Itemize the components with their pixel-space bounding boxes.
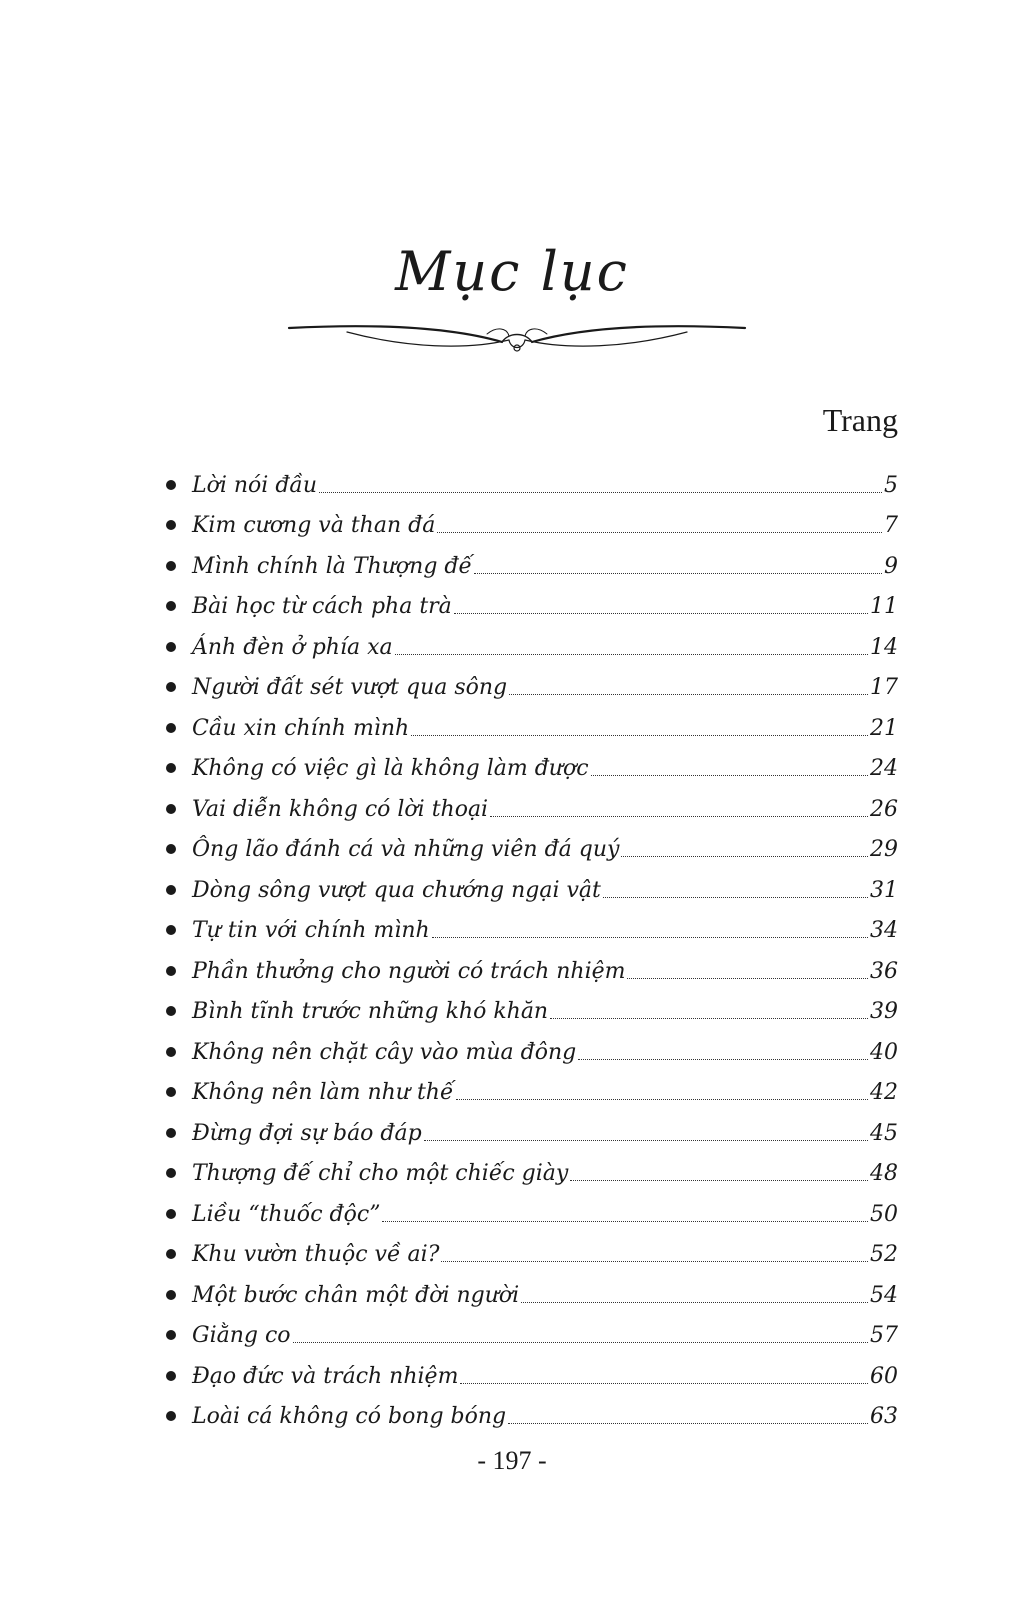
toc-entry-page: 40	[870, 1039, 898, 1065]
toc-entry[interactable]	[166, 460, 898, 501]
toc-entry[interactable]	[166, 501, 898, 542]
toc-entry-title: Lời nói đầu	[192, 472, 318, 498]
toc-entry[interactable]	[166, 663, 898, 704]
dot-leader	[441, 1261, 868, 1262]
toc-entry[interactable]	[166, 784, 898, 825]
toc-entry-title: Thượng đế chỉ cho một chiếc giày	[192, 1161, 569, 1186]
toc-entry-page: 52	[870, 1242, 898, 1267]
bullet-icon	[166, 925, 176, 935]
toc-entry-title: Liều “thuốc độc”	[192, 1201, 381, 1227]
toc-entry-title: Không nên chặt cây vào mùa đông	[192, 1039, 577, 1065]
toc-entry[interactable]	[166, 1351, 898, 1392]
toc-entry-title: Tự tin với chính mình	[192, 918, 430, 943]
toc-entry-page: 48	[870, 1161, 898, 1186]
toc-entry-page: 42	[870, 1080, 898, 1105]
dot-leader	[474, 573, 882, 574]
toc-entry-page: 31	[870, 877, 898, 903]
toc-entry[interactable]	[166, 946, 898, 987]
dot-leader	[293, 1342, 868, 1343]
dot-leader	[382, 1221, 868, 1222]
bullet-icon	[166, 480, 176, 490]
toc-entry-page: 5	[884, 472, 898, 498]
toc-entry-title: Người đất sét vượt qua sông	[192, 675, 508, 700]
bullet-icon	[166, 1209, 176, 1219]
bullet-icon	[166, 885, 176, 895]
toc-entry[interactable]	[166, 1189, 898, 1230]
dot-leader	[521, 1302, 868, 1303]
dot-leader	[509, 694, 868, 695]
toc-entry[interactable]	[166, 1392, 898, 1433]
dot-leader	[411, 735, 868, 736]
dot-leader	[627, 978, 868, 979]
dot-leader	[319, 492, 882, 493]
bullet-icon	[166, 966, 176, 976]
bullet-icon	[166, 1330, 176, 1340]
bullet-icon	[166, 1168, 176, 1178]
toc-entry-title: Loài cá không có bong bóng	[192, 1404, 507, 1429]
toc-entry-page: 50	[870, 1201, 898, 1227]
table-of-contents	[166, 460, 898, 1432]
dot-leader	[578, 1059, 868, 1060]
toc-entry-title: Đạo đức và trách nhiệm	[192, 1363, 459, 1389]
toc-entry-title: Dòng sông vượt qua chướng ngại vật	[192, 877, 601, 903]
toc-entry-title: Khu vườn thuộc về ai?	[192, 1242, 440, 1267]
dot-leader	[490, 816, 868, 817]
toc-entry-page: 21	[870, 715, 898, 741]
page-column-header: Trang	[822, 402, 898, 438]
toc-entry[interactable]	[166, 1108, 898, 1149]
toc-entry-title: Giằng co	[192, 1323, 291, 1348]
toc-entry-title: Vai diễn không có lời thoại	[192, 796, 489, 822]
bullet-icon	[166, 561, 176, 571]
toc-entry[interactable]	[166, 865, 898, 906]
toc-entry[interactable]	[166, 541, 898, 582]
toc-entry[interactable]	[166, 1230, 898, 1271]
bullet-icon	[166, 1006, 176, 1016]
toc-entry[interactable]	[166, 1068, 898, 1109]
toc-entry-page: 39	[870, 999, 898, 1024]
toc-entry-page: 34	[870, 918, 898, 943]
bullet-icon	[166, 601, 176, 611]
bullet-icon	[166, 520, 176, 530]
bullet-icon	[166, 1371, 176, 1381]
toc-entry-title: Kim cương và than đá	[192, 513, 436, 538]
dot-leader	[460, 1383, 868, 1384]
toc-entry-page: 11	[870, 594, 898, 619]
toc-entry[interactable]	[166, 582, 898, 623]
toc-entry[interactable]	[166, 987, 898, 1028]
toc-entry-page: 63	[870, 1404, 898, 1429]
bullet-icon	[166, 1087, 176, 1097]
toc-entry-page: 24	[870, 756, 898, 781]
toc-entry-page: 29	[870, 837, 898, 862]
dot-leader	[432, 937, 868, 938]
toc-entry-page: 54	[870, 1282, 898, 1308]
toc-entry-title: Không nên làm như thế	[192, 1080, 454, 1105]
toc-entry[interactable]	[166, 1027, 898, 1068]
toc-entry[interactable]	[166, 1270, 898, 1311]
dot-leader	[456, 1099, 869, 1100]
bullet-icon	[166, 844, 176, 854]
toc-entry-page: 45	[870, 1120, 898, 1146]
toc-entry-page: 36	[870, 958, 898, 984]
bullet-icon	[166, 1249, 176, 1259]
bullet-icon	[166, 763, 176, 773]
toc-entry[interactable]	[166, 906, 898, 947]
toc-entry-title: Phần thưởng cho người có trách nhiệm	[192, 958, 626, 984]
bullet-icon	[166, 1128, 176, 1138]
toc-entry-title: Không có việc gì là không làm được	[192, 756, 589, 781]
bullet-icon	[166, 723, 176, 733]
toc-entry[interactable]	[166, 1149, 898, 1190]
dot-leader	[550, 1018, 868, 1019]
bullet-icon	[166, 804, 176, 814]
dot-leader	[424, 1140, 868, 1141]
toc-entry-title: Bài học từ cách pha trà	[192, 594, 452, 619]
toc-entry-title: Mình chính là Thượng đế	[192, 553, 473, 579]
toc-entry-page: 60	[870, 1363, 898, 1389]
dot-leader	[621, 856, 868, 857]
dot-leader	[437, 532, 882, 533]
dot-leader	[570, 1180, 868, 1181]
dot-leader	[395, 654, 868, 655]
dot-leader	[454, 613, 868, 614]
toc-entry[interactable]	[166, 622, 898, 663]
toc-entry-page: 9	[884, 553, 898, 579]
toc-entry-page: 57	[870, 1323, 898, 1348]
toc-entry-title: Ông lão đánh cá và những viên đá quý	[192, 837, 620, 862]
dot-leader	[591, 775, 868, 776]
toc-entry-title: Ánh đèn ở phía xa	[192, 634, 393, 660]
toc-entry-title: Bình tĩnh trước những khó khăn	[192, 999, 549, 1024]
toc-entry-page: 26	[870, 796, 898, 822]
toc-entry[interactable]	[166, 703, 898, 744]
toc-entry[interactable]	[166, 1311, 898, 1352]
toc-entry[interactable]	[166, 744, 898, 785]
toc-entry-page: 14	[870, 634, 898, 660]
bullet-icon	[166, 1411, 176, 1421]
bullet-icon	[166, 642, 176, 652]
bullet-icon	[166, 1290, 176, 1300]
bullet-icon	[166, 1047, 176, 1057]
toc-entry-title: Cầu xin chính mình	[192, 715, 410, 741]
flourish-divider-icon	[287, 318, 747, 358]
toc-entry-page: 17	[870, 675, 898, 700]
dot-leader	[603, 897, 868, 898]
footer-page-number: - 197 -	[477, 1446, 547, 1475]
toc-entry-title: Đừng đợi sự báo đáp	[192, 1120, 422, 1146]
toc-entry-title: Một bước chân một đời người	[192, 1282, 520, 1308]
toc-entry-page: 7	[884, 513, 898, 538]
toc-entry[interactable]	[166, 825, 898, 866]
bullet-icon	[166, 682, 176, 692]
page-title: Mục lục	[395, 240, 629, 303]
dot-leader	[508, 1423, 868, 1424]
